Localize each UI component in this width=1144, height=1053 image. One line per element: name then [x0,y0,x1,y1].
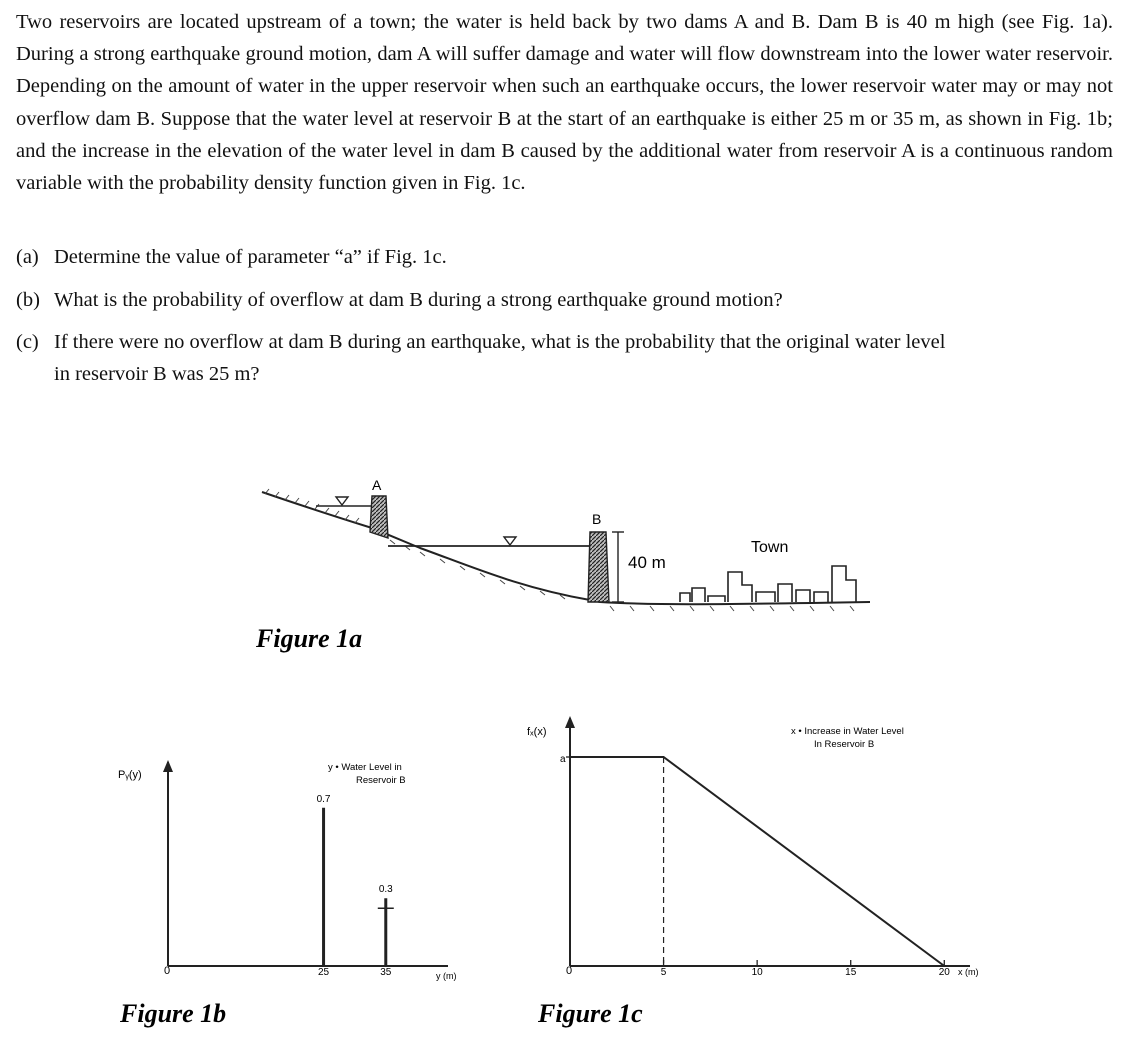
fig1c-tick-label-20: 20 [938,967,950,978]
fig1b-value-label-25: 0.7 [316,793,331,805]
fig1c-description-line1: x • Increase in Water Level [791,726,904,737]
fig1b-origin-label: 0 [164,965,171,977]
fig1c-description-line2: In Reservoir B [814,739,875,750]
dam-a-label: A [372,477,382,493]
fig1c-xlabel: x (m) [958,967,979,977]
fig1c-param-label: a [560,754,566,765]
figure-1a-caption: Figure 1a [256,624,363,653]
dam-b-label: B [592,511,602,527]
problem-statement: Two reservoirs are located upstream of a town; the water is held back by two dams A and B. Dam B is 40 m high (see Fig. 1a). During a strong earthquake ground motion, dam A will suffer damage and water will flow downstream into the lower water reservoir. Depending on the amount of water in the upper reservoir when such an earthquake occurs, the lower reservoir water may or may not overflow dam B. Suppose that the water level at reservoir B at the start of an earthquake is either 25 m or 35 m, as shown in Fig. 1b; and the increase in the elevation of the water level in dam B caused by the additional water from reservoir A is a continuous random variable with the probability density function given in Fig. 1c. [16,11,1113,195]
figure-1c-caption: Figure 1c [538,999,643,1028]
question-b-label: (b) [16,289,40,311]
dam-a [370,496,388,538]
town-buildings [680,566,856,602]
figure-1b [118,760,457,1028]
fig1b-tick-label-25: 25 [317,967,330,978]
fig1b-xlabel: y (m) [436,971,457,981]
town-label: Town [751,539,789,556]
fig1b-value-label-35: 0.3 [378,884,393,896]
fig1b-description-line2: Reservoir B [356,775,406,786]
question-c-text-continued: in reservoir B was 25 m? [54,363,260,385]
question-c-text: If there were no overflow at dam B during an earthquake, what is the probability that the original water level [54,331,946,353]
fig1c-pdf-line [570,757,944,966]
question-c-label: (c) [16,331,39,353]
fig1c-tick-label-15: 15 [845,967,857,978]
question-a-text: Determine the value of parameter “a” if Fig. 1c. [54,246,447,268]
dam-b [588,532,609,602]
figure-1a [255,477,870,653]
fig1b-description-line1: y • Water Level in [328,762,402,773]
question-b-text: What is the probability of overflow at dam B during a strong earthquake ground motion? [54,289,783,311]
figure-1c [527,716,979,1028]
fig1b-ylabel: Pᵧ(y) [118,769,142,781]
fig1c-tick-label-5: 5 [660,967,667,978]
fig1c-tick-label-10: 10 [751,967,763,978]
figure-1b-caption: Figure 1b [120,999,227,1028]
fig1c-origin-label: 0 [566,965,573,977]
fig1b-tick-label-35: 35 [380,967,392,978]
question-a-label: (a) [16,246,39,268]
dam-b-height-label: 40 m [628,553,666,572]
fig1c-ylabel: fₓ(x) [527,726,547,738]
